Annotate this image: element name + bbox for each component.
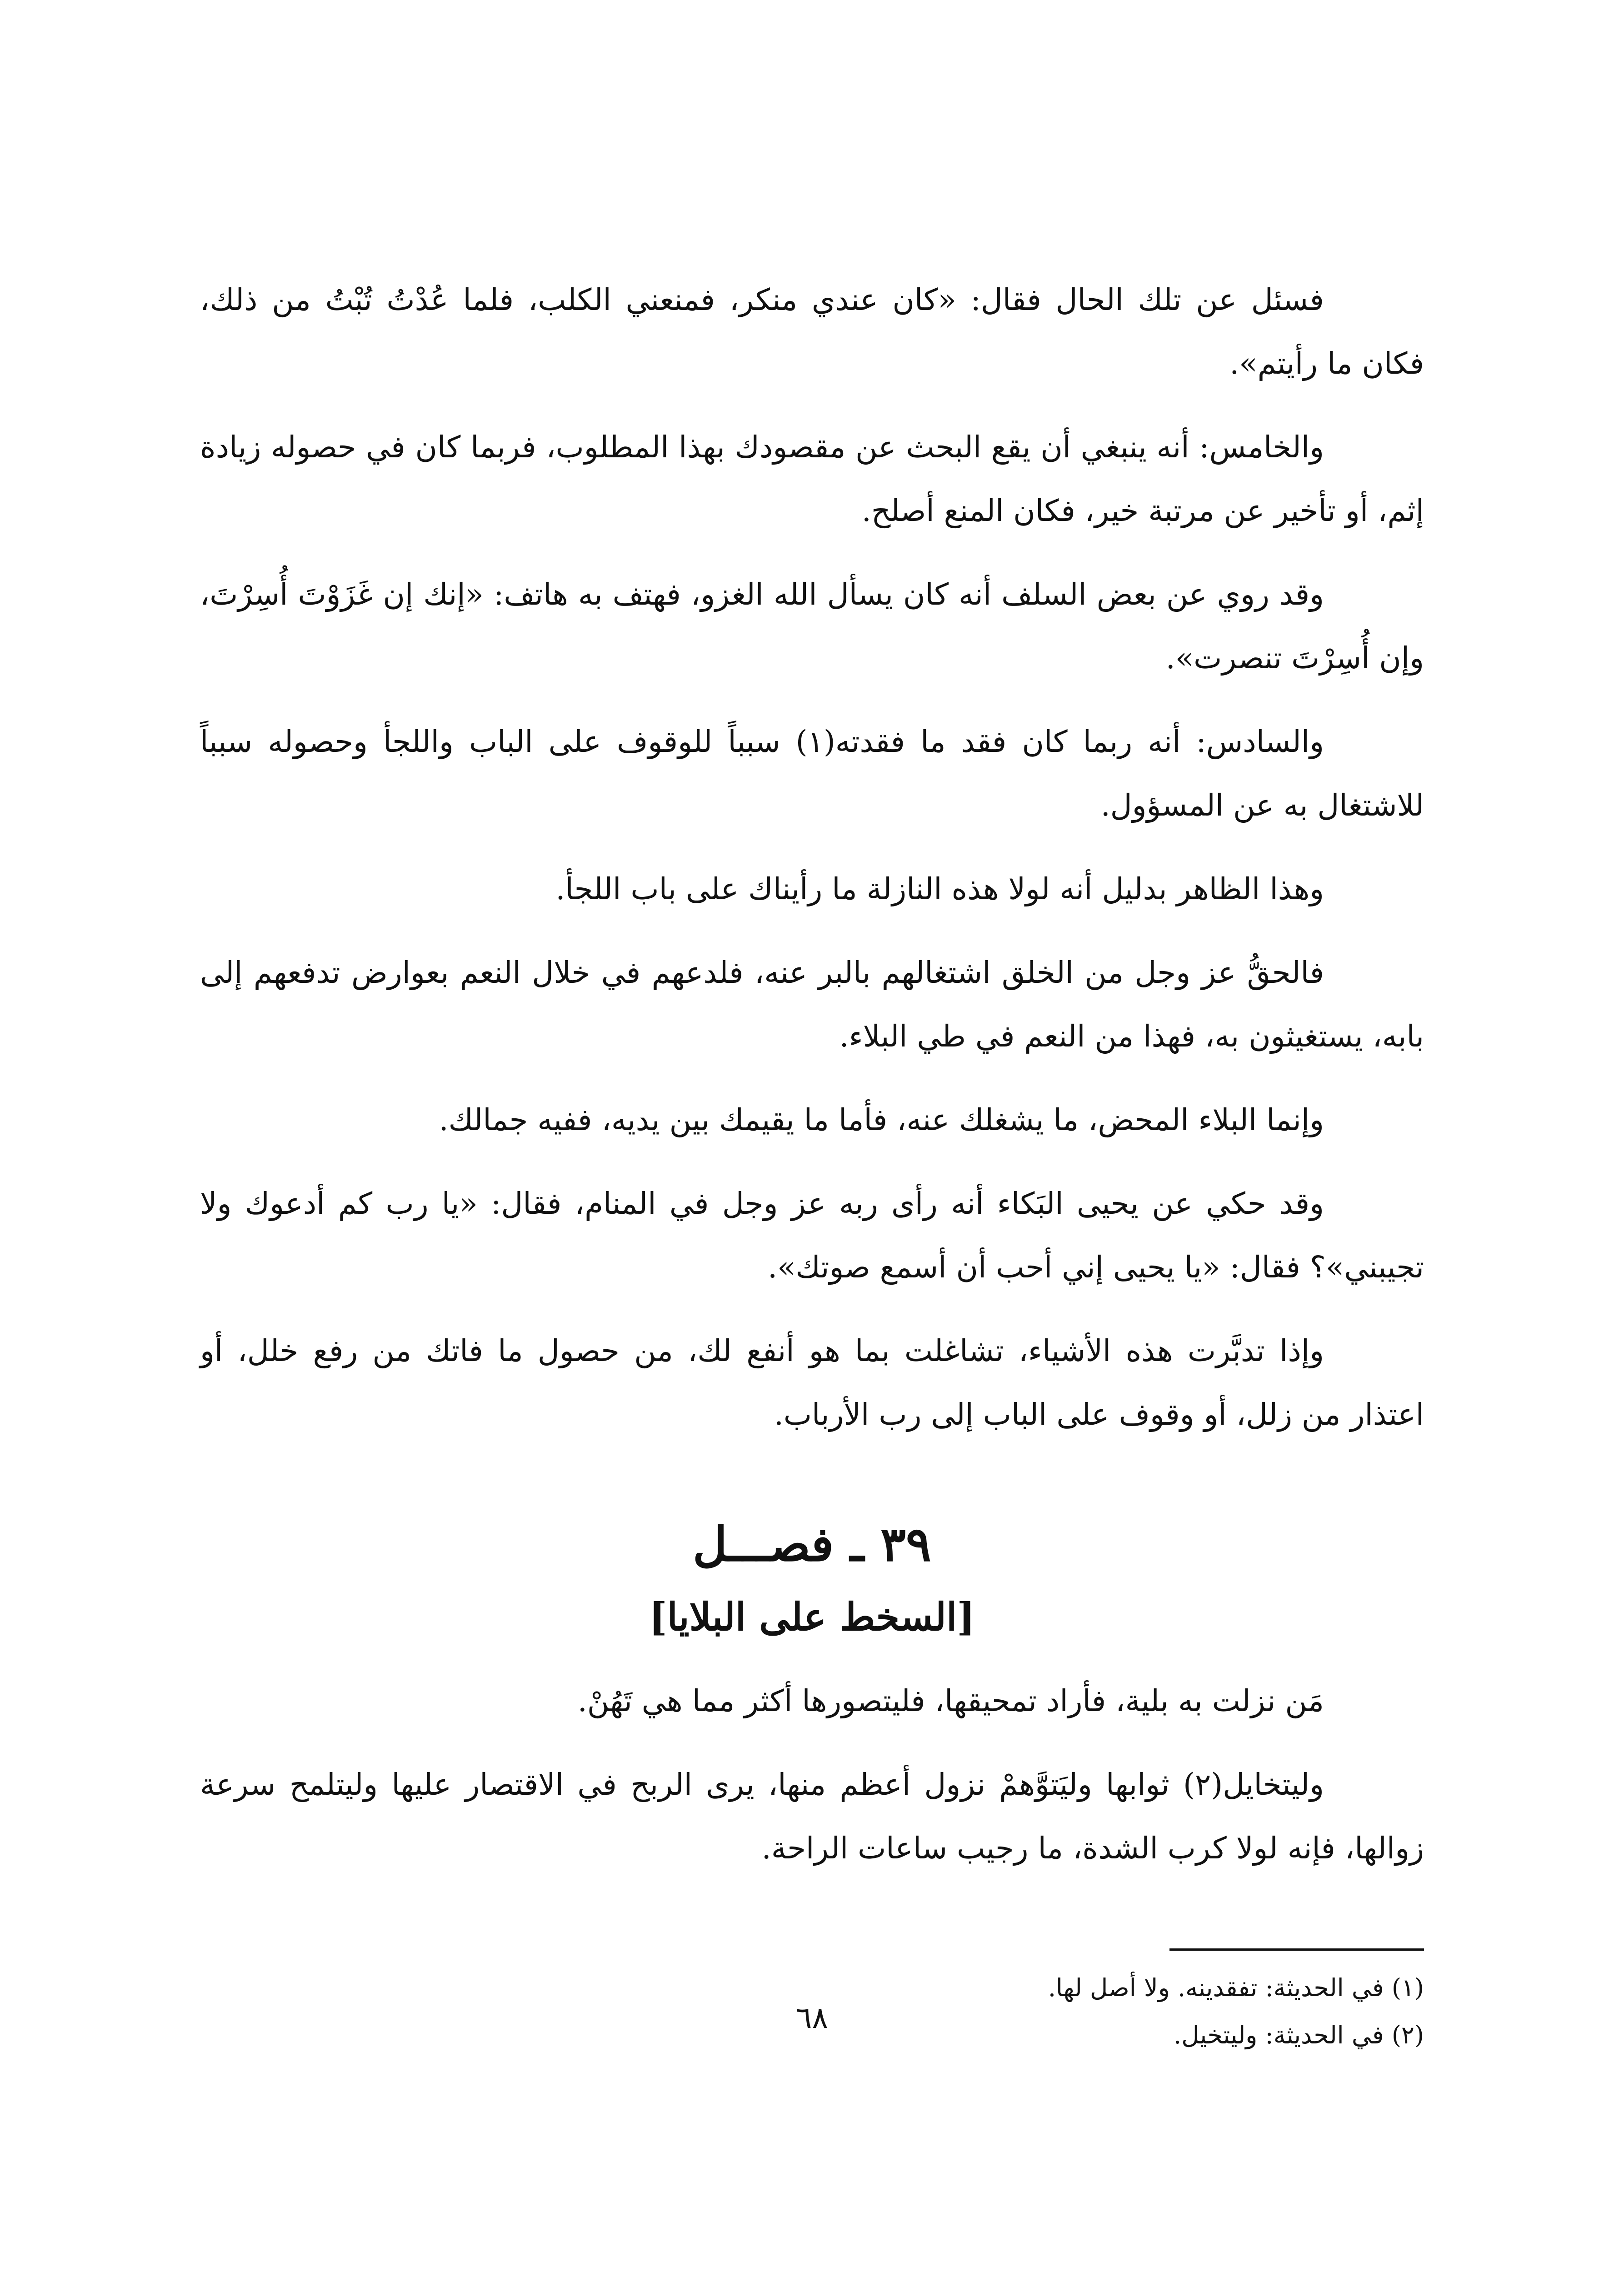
paragraph: وإنما البلاء المحض، ما يشغلك عنه، فأما ما يقيمك بين يديه، ففيه جمالك. — [439, 1102, 1324, 1137]
chapter-heading — [200, 1506, 1424, 1651]
paragraph: والسادس: أنه ربما كان فقد ما فقدته(١) سبباً للوقوف على الباب واللجأ وحصوله سبباً للاشتغال به عن المسؤول. — [200, 724, 1424, 823]
body-text-bottom — [200, 1669, 1424, 1880]
paragraph: وإذا تدبَّرت هذه الأشياء، تشاغلت بما هو أنفع لك، من حصول ما فاتك من رفع خلل، أو اعتذار من زلل، أو وقوف على الباب إلى رب الأرباب. — [200, 1333, 1424, 1432]
body-text-top — [200, 268, 1424, 1447]
footnote: (١) في الحديثة: تفقدينه. ولا أصل لها. — [1048, 1973, 1424, 2002]
footnote: (٢) في الحديثة: وليتخيل. — [1174, 2021, 1424, 2049]
chapter-subtitle: [السخط على البلايا] — [649, 1594, 975, 1639]
paragraph: فالحقُّ عز وجل من الخلق اشتغالهم بالبر عنه، فلدعهم في خلال النعم بعوارض تدفعهم إلى بابه، يستغيثون به، فهذا من النعم في طي البلاء. — [200, 955, 1424, 1054]
paragraph: وليتخايل(٢) ثوابها وليَتوَّهمْ نزول أعظم منها، يرى الربح في الاقتصار عليها وليتلمح سرعة زوالها، فإنه لولا كرب الشدة، ما رجيب ساعات الراحة. — [200, 1767, 1424, 1866]
paragraph: وهذا الظاهر بدليل أنه لولا هذه النازلة ما رأيناك على باب اللجأ. — [555, 871, 1324, 906]
footnote-divider — [1169, 1948, 1424, 1951]
chapter-title: ٣٩ ـ فصـــل — [693, 1516, 931, 1572]
paragraph: فسئل عن تلك الحال فقال: «كان عندي منكر، فمنعني الكلب، فلما عُدْتُ تُبْتُ من ذلك، فكان ما رأيتم». — [200, 282, 1424, 381]
page-content — [200, 268, 1424, 2059]
paragraph: مَن نزلت به بلية، فأراد تمحيقها، فليتصورها أكثر مما هي تَهُنْ. — [577, 1683, 1324, 1718]
page-number: ٦٨ — [796, 2000, 828, 2035]
paragraph: وقد روي عن بعض السلف أنه كان يسأل الله الغزو، فهتف به هاتف: «إنك إن غَزَوْتَ أُسِرْتَ، وإن أُسِرْتَ تنصرت». — [200, 577, 1424, 676]
paragraph: وقد حكي عن يحيى البَكاء أنه رأى ربه عز وجل في المنام، فقال: «يا رب كم أدعوك ولا تجيبني»؟ فقال: «يا يحيى إني أحب أن أسمع صوتك». — [200, 1186, 1424, 1285]
paragraph: والخامس: أنه ينبغي أن يقع البحث عن مقصودك بهذا المطلوب، فربما كان في حصوله زيادة إثم، أو تأخير عن مرتبة خير، فكان المنع أصلح. — [200, 430, 1424, 528]
